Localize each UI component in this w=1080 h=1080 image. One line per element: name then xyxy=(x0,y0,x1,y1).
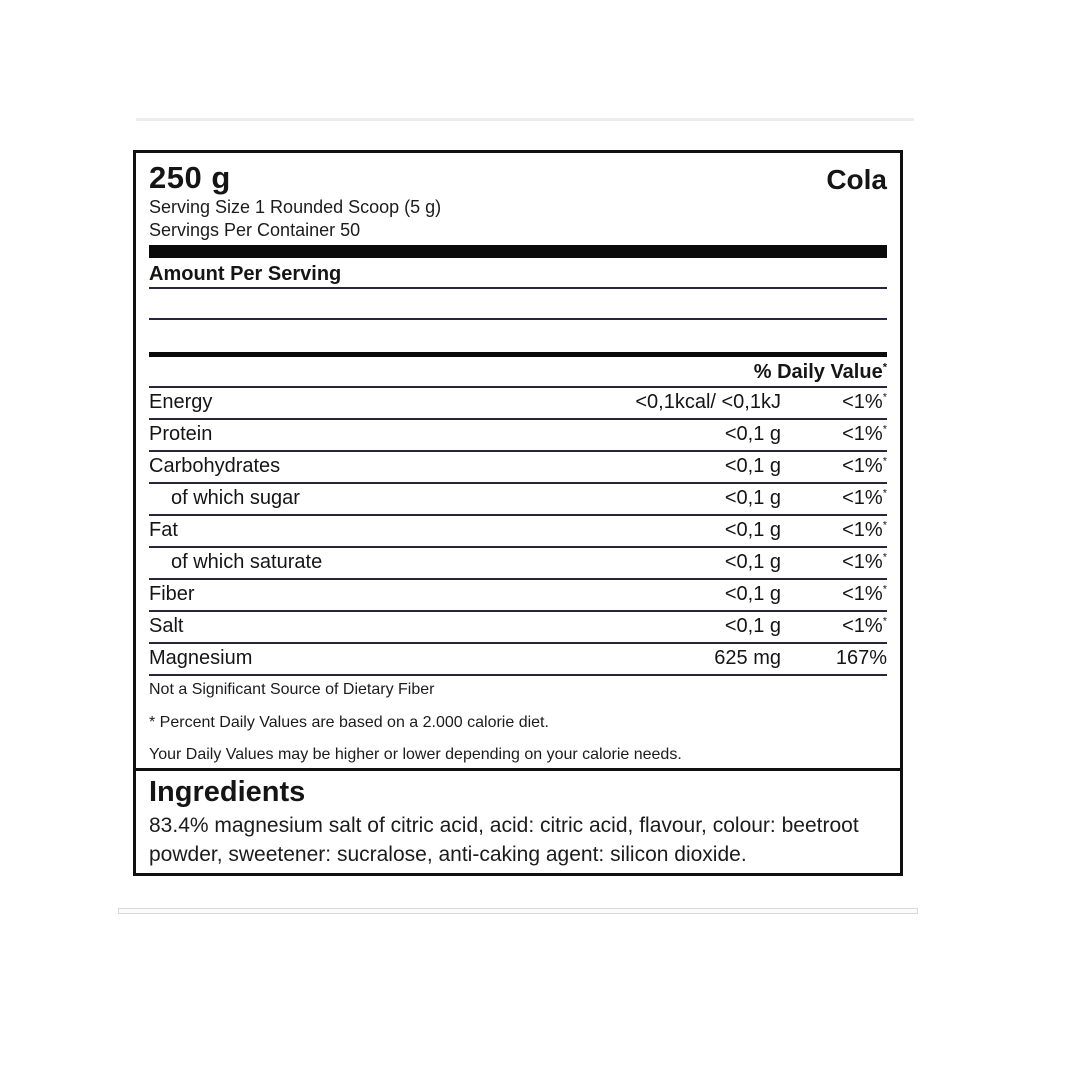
nutrient-row xyxy=(149,420,887,452)
daily-value-asterisk: * xyxy=(882,361,887,374)
nutrient-daily-value xyxy=(781,516,887,545)
nutrient-row xyxy=(149,484,887,516)
nutrient-asterisk: * xyxy=(882,487,887,500)
nutrient-daily-value-text: <1% xyxy=(842,391,883,413)
nutrient-daily-value-text: <1% xyxy=(842,455,883,477)
nutrient-asterisk: * xyxy=(882,583,887,596)
nutrient-row xyxy=(149,644,887,676)
ingredients-panel xyxy=(136,768,900,873)
nutrient-row xyxy=(149,612,887,644)
serving-size: Serving Size 1 Rounded Scoop (5 g) xyxy=(149,197,442,217)
nutrient-daily-value xyxy=(781,580,887,609)
nutrient-asterisk: * xyxy=(882,615,887,628)
nutrient-asterisk: * xyxy=(882,551,887,564)
nutrient-row xyxy=(149,580,887,612)
daily-value-heading-text: % Daily Value xyxy=(753,361,883,383)
empty-row xyxy=(149,320,887,352)
faint-top-divider xyxy=(136,118,914,121)
nutrient-name: of which saturate xyxy=(171,551,323,573)
nutrient-daily-value-text: <1% xyxy=(842,551,883,573)
nutrient-row xyxy=(149,516,887,548)
nutrient-daily-value-text: <1% xyxy=(842,519,883,541)
label-header xyxy=(149,153,887,196)
nutrient-amount: <0,1 g xyxy=(724,583,781,605)
fiber-note: Not a Significant Source of Dietary Fiber xyxy=(149,681,435,698)
nutrient-rows xyxy=(149,388,887,676)
nutrient-daily-value-text: <1% xyxy=(842,487,883,509)
nutrient-daily-value xyxy=(781,420,887,449)
nutrient-name: Energy xyxy=(149,391,213,413)
nutrient-amount: <0,1 g xyxy=(724,455,781,477)
nutrient-asterisk: * xyxy=(882,455,887,468)
calorie-needs-footnote: Your Daily Values may be higher or lower depending on your calorie needs. xyxy=(149,746,682,763)
servings-per-container: Servings Per Container 50 xyxy=(149,220,361,240)
nutrient-daily-value-text: <1% xyxy=(842,615,883,637)
nutrient-amount: <0,1 g xyxy=(724,487,781,509)
nutrient-daily-value xyxy=(781,548,887,577)
bottom-shadow-bar xyxy=(118,908,918,914)
nutrient-name: Fiber xyxy=(149,583,195,605)
nutrient-name: Protein xyxy=(149,423,213,445)
nutrient-name: Fat xyxy=(149,519,178,541)
thick-divider-bar xyxy=(149,245,887,258)
nutrient-name: of which sugar xyxy=(171,487,300,509)
nutrient-daily-value xyxy=(781,484,887,513)
ingredients-list: 83.4% magnesium salt of citric acid, acid: citric acid, flavour, colour: beetroot powder, sweetener: sucralose, anti-caking agent: silicon dioxide. xyxy=(149,814,859,866)
nutrient-amount: <0,1 g xyxy=(724,615,781,637)
nutrient-asterisk: * xyxy=(882,391,887,404)
flavor-name: Cola xyxy=(826,164,887,195)
daily-value-footnote: * Percent Daily Values are based on a 2.000 calorie diet. xyxy=(149,714,549,731)
nutrient-daily-value-text: <1% xyxy=(842,583,883,605)
nutrient-daily-value xyxy=(781,452,887,481)
daily-value-heading xyxy=(149,357,887,388)
nutrition-label xyxy=(133,150,903,876)
nutrient-row xyxy=(149,388,887,420)
nutrient-amount: <0,1kcal/ <0,1kJ xyxy=(635,391,781,413)
nutrition-facts-panel xyxy=(136,153,900,768)
empty-row-divider xyxy=(149,289,887,320)
nutrient-amount: <0,1 g xyxy=(724,423,781,445)
net-weight: 250 g xyxy=(149,160,231,195)
nutrient-daily-value xyxy=(781,612,887,641)
nutrient-row xyxy=(149,452,887,484)
nutrient-amount: <0,1 g xyxy=(724,551,781,573)
nutrient-name: Magnesium xyxy=(149,647,253,669)
nutrient-daily-value-text: 167% xyxy=(835,647,887,669)
nutrient-daily-value-text: <1% xyxy=(842,423,883,445)
nutrient-amount: 625 mg xyxy=(714,647,781,669)
nutrient-name: Salt xyxy=(149,615,184,637)
amount-per-serving-heading: Amount Per Serving xyxy=(149,258,887,289)
nutrient-daily-value xyxy=(781,644,887,673)
ingredients-heading: Ingredients xyxy=(149,776,306,808)
nutrient-asterisk: * xyxy=(882,423,887,436)
nutrient-amount: <0,1 g xyxy=(724,519,781,541)
nutrient-asterisk: * xyxy=(882,519,887,532)
nutrient-name: Carbohydrates xyxy=(149,455,281,477)
nutrient-daily-value xyxy=(781,388,887,417)
nutrient-row xyxy=(149,548,887,580)
